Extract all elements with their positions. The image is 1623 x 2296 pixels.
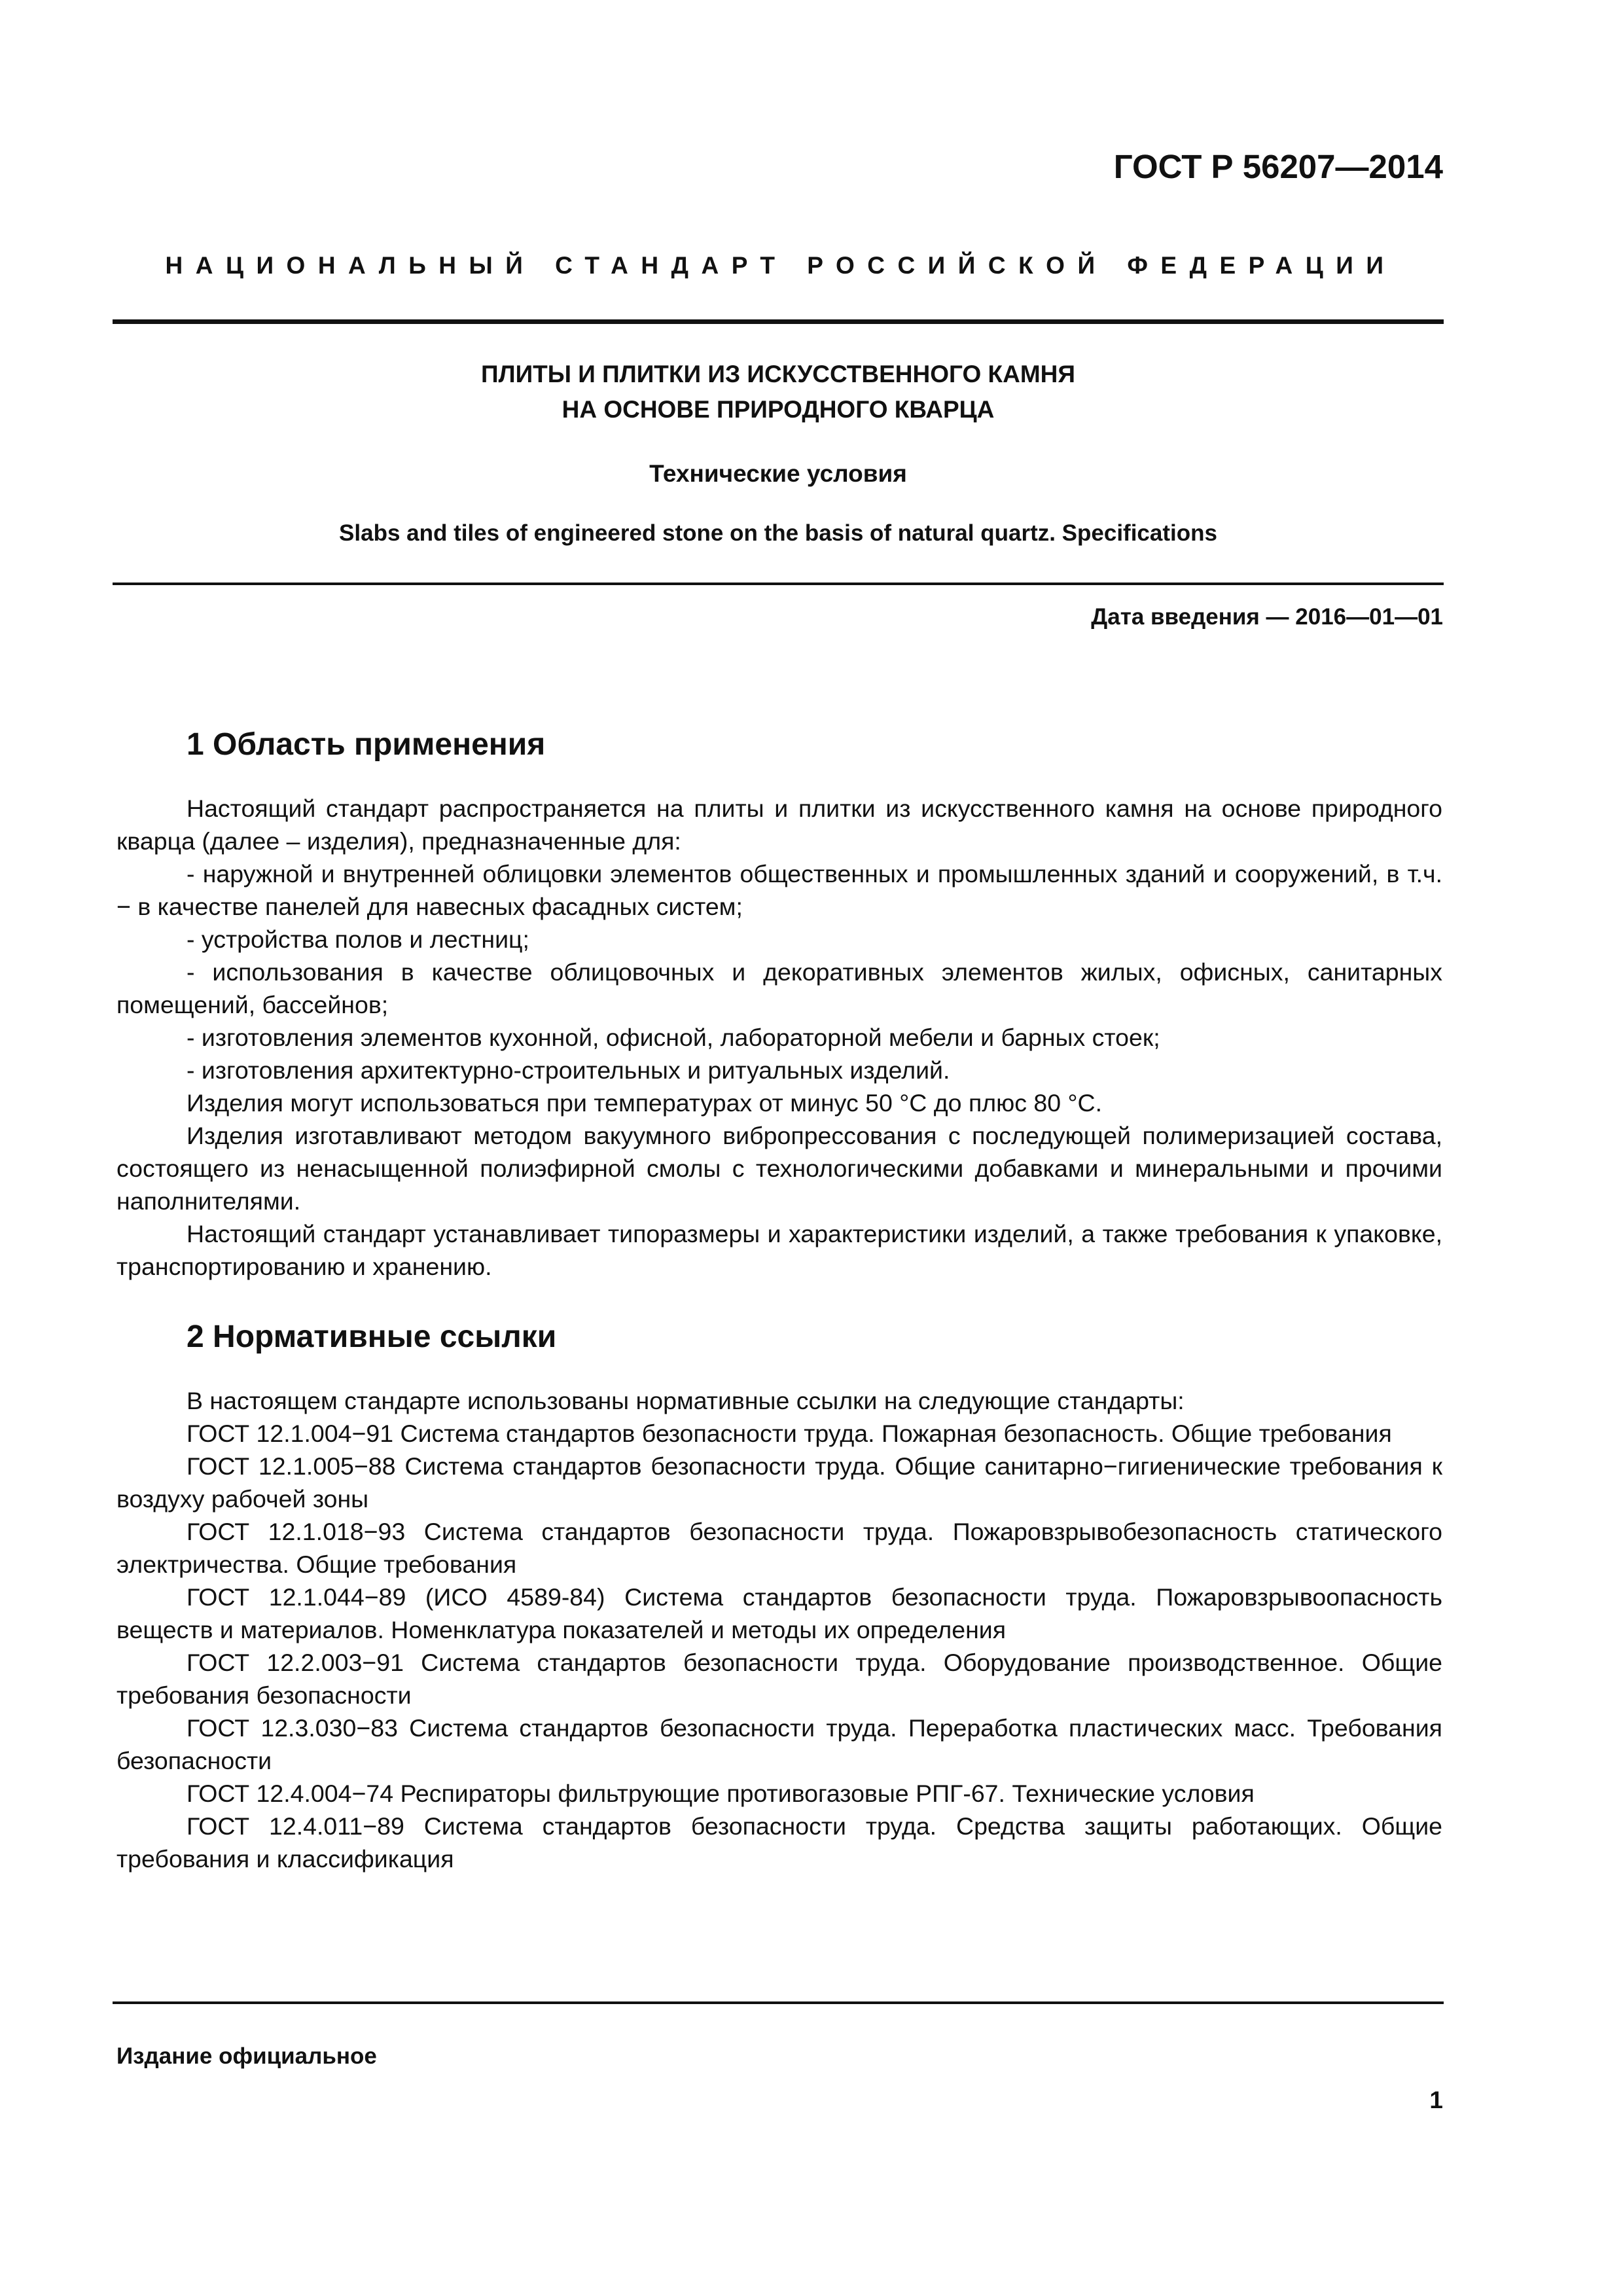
reference-item: ГОСТ 12.4.004−74 Респираторы фильтрующие противогазовые РПГ-67. Технические условия	[187, 1780, 1255, 1807]
footer-divider	[113, 2001, 1444, 2004]
national-standard-banner: НАЦИОНАЛЬНЫЙ СТАНДАРТ РОССИЙСКОЙ ФЕДЕРАЦИИ	[165, 252, 1397, 279]
reference-item: ГОСТ 12.1.005−88 Система стандартов безопасности труда. Общие санитарно−гигиенические требования к воздуху рабочей зоны	[116, 1452, 1442, 1513]
paragraph: Настоящий стандарт устанавливает типоразмеры и характеристики изделий, а также требования к упаковке, транспортированию и хранению.	[116, 1220, 1442, 1280]
english-title: Slabs and tiles of engineered stone on the basis of natural quartz. Specifications	[339, 520, 1217, 546]
reference-item: ГОСТ 12.1.004−91 Система стандартов безопасности труда. Пожарная безопасность. Общие требования	[187, 1420, 1392, 1447]
paragraph: Изделия могут использоваться при температурах от минус 50 °С до плюс 80 °С.	[187, 1089, 1103, 1117]
reference-item: ГОСТ 12.1.018−93 Система стандартов безопасности труда. Пожаровзрывобезопасность статического электричества. Общие требования	[116, 1518, 1442, 1578]
list-item: - устройства полов и лестниц;	[187, 925, 529, 953]
introduction-date: Дата введения — 2016—01—01	[1091, 604, 1443, 630]
reference-item: ГОСТ 12.2.003−91 Система стандартов безопасности труда. Оборудование производственное. Общие требования безопасности	[116, 1649, 1442, 1709]
edition-label: Издание официальное	[116, 2043, 377, 2069]
section-2-heading: 2 Нормативные ссылки	[187, 1319, 557, 1354]
list-item: - изготовления элементов кухонной, офисной, лабораторной мебели и барных стоек;	[187, 1024, 1160, 1051]
document-title-line-2: НА ОСНОВЕ ПРИРОДНОГО КВАРЦА	[562, 396, 995, 423]
list-item: - изготовления архитектурно-строительных и ритуальных изделий.	[187, 1056, 950, 1084]
section-1-heading: 1 Область применения	[187, 727, 546, 762]
paragraph: В настоящем стандарте использованы нормативные ссылки на следующие стандарты:	[187, 1387, 1185, 1414]
reference-item: ГОСТ 12.4.011−89 Система стандартов безопасности труда. Средства защиты работающих. Общие требования и классификация	[116, 1812, 1442, 1873]
reference-item: ГОСТ 12.1.044−89 (ИСО 4589-84) Система стандартов безопасности труда. Пожаровзрывоопасность веществ и материалов. Номенклатура показателей и методы их определения	[116, 1583, 1442, 1643]
section-2-body	[116, 1384, 1442, 1875]
paragraph: Изделия изготавливают методом вакуумного вибропрессования с последующей полимеризацией состава, состоящего из ненасыщенной полиэфирной смолы с технологическими добавками и минеральными и прочими наполнителями.	[116, 1122, 1442, 1215]
title-divider	[113, 583, 1444, 585]
list-item: - наружной и внутренней облицовки элементов общественных и промышленных зданий и сооружений, в т.ч. − в качестве панелей для навесных фасадных систем;	[116, 860, 1442, 920]
paragraph: Настоящий стандарт распространяется на плиты и плитки из искусственного камня на основе природного кварца (далее – изделия), предназначенные для:	[116, 795, 1442, 855]
document-code: ГОСТ Р 56207—2014	[1113, 148, 1443, 185]
page-number: 1	[1429, 2087, 1443, 2113]
header-divider	[113, 319, 1444, 324]
reference-item: ГОСТ 12.3.030−83 Система стандартов безопасности труда. Переработка пластических масс. Требования безопасности	[116, 1714, 1442, 1774]
document-title-line-1: ПЛИТЫ И ПЛИТКИ ИЗ ИСКУССТВЕННОГО КАМНЯ	[481, 361, 1075, 387]
list-item: - использования в качестве облицовочных и декоративных элементов жилых, офисных, санитарных помещений, бассейнов;	[116, 958, 1442, 1018]
document-subtitle: Технические условия	[649, 460, 907, 487]
title-block	[113, 357, 1444, 546]
section-1-body	[116, 792, 1442, 1283]
